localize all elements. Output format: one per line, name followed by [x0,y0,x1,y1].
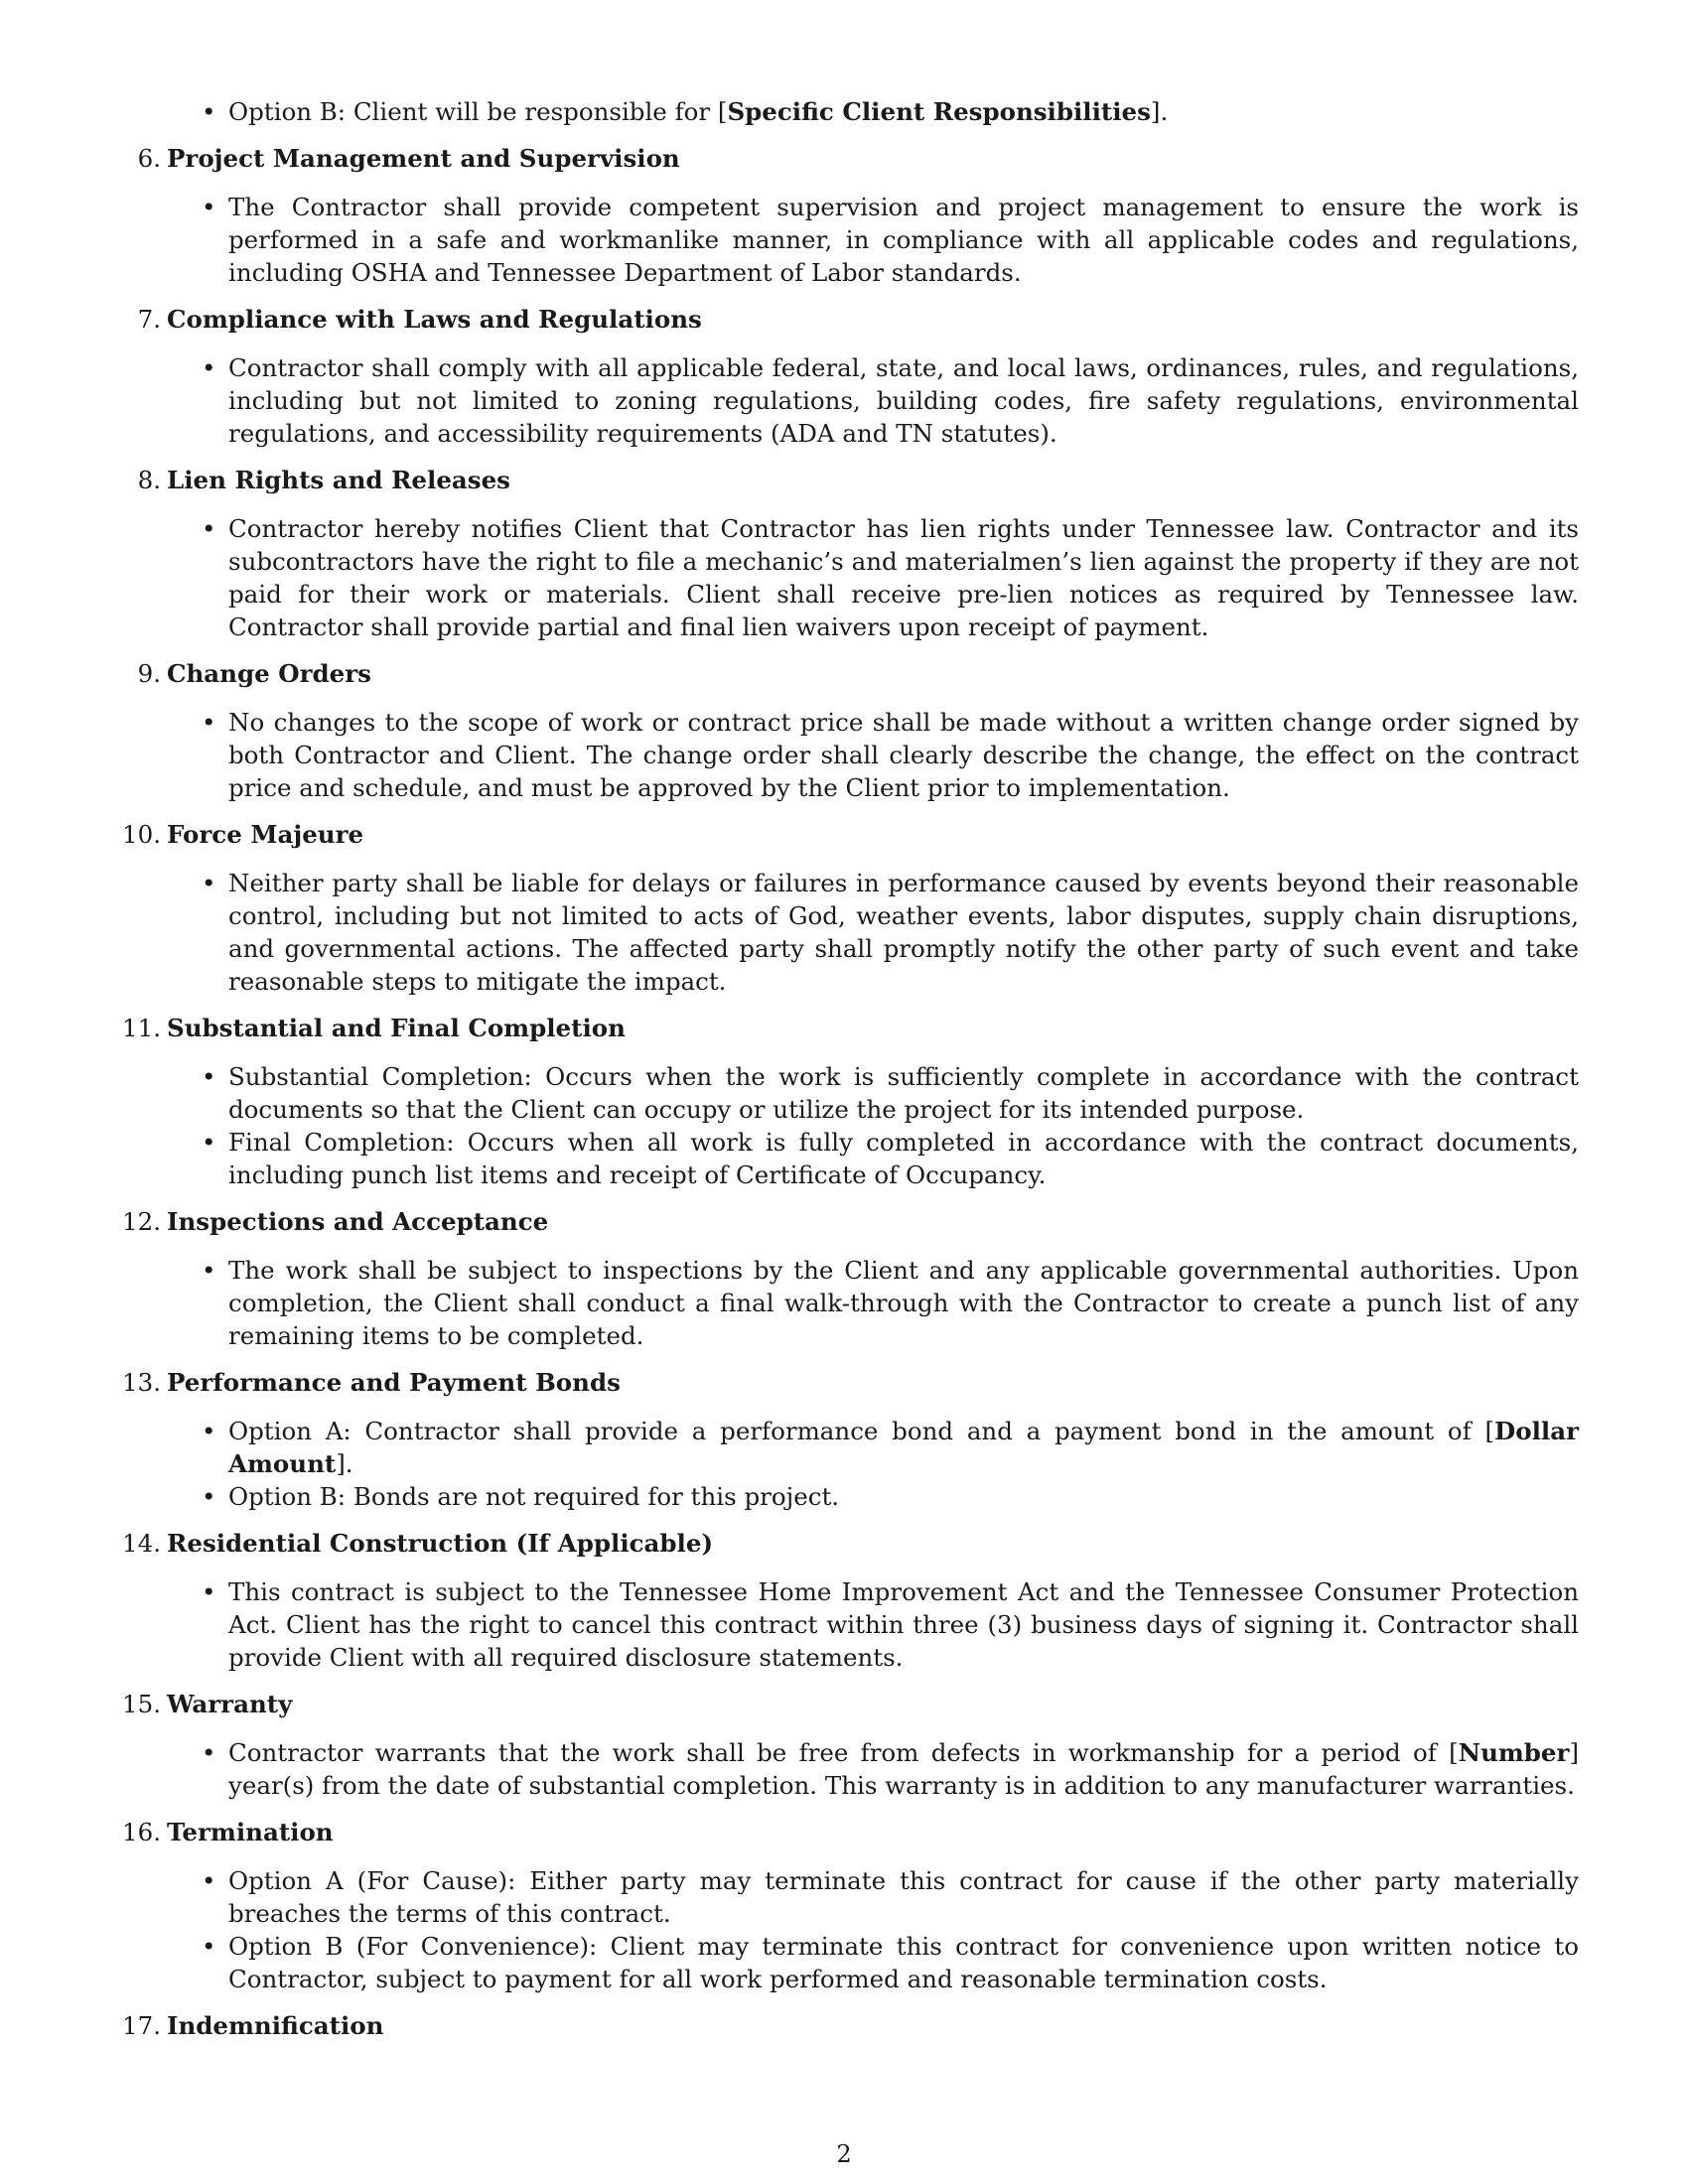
section-number: 9. [137,659,161,688]
section-heading [119,1205,1579,1238]
section-12 [119,1205,1579,1352]
section-number: 10. [122,820,161,849]
list-item [119,1480,1579,1513]
section-title: Force Majeure [167,820,364,849]
bullet-text: Contractor hereby notifies Client that Contractor has lien rights under Tennessee law. Contractor and its subcontractors have the right to file a mechanic’s and materialmen’s lien against the property if they are not paid for their work or materials. Client shall receive pre-lien notices as required by Tennessee law. Contractor shall provide partial and final lien waivers upon receipt of payment. [228,514,1579,641]
page-number: 2 [836,2140,852,2168]
section-7 [119,303,1579,450]
bullet-text: Option B: Bonds are not required for this project. [228,1482,840,1511]
list-item [119,1930,1579,1995]
lead-text-post: ]. [1150,97,1169,126]
list-item [119,1575,1579,1674]
section-heading [119,1527,1579,1560]
bullet-list [119,191,1579,289]
section-title: Substantial and Final Completion [167,1014,626,1042]
section-9 [119,657,1579,804]
bullet-dot-icon: • [202,1417,216,1445]
bullet-list [119,1060,1579,1191]
list-item [119,1736,1579,1802]
section-8 [119,464,1579,643]
bullet-list [119,1864,1579,1995]
bullet-dot-icon: • [202,1577,216,1606]
section-title: Residential Construction (If Applicable) [167,1529,714,1558]
section-number: 6. [137,144,161,173]
bullet-text-pre: Contractor warrants that the work shall be free from defects in workmanship for a period of [ [228,1738,1459,1767]
section-14 [119,1527,1579,1674]
bullet-text: Contractor shall comply with all applicable federal, state, and local laws, ordinances, rules, and regulations, including but not limited to zoning regulations, building codes, fire safety regulations, environmental regulations, and accessibility requirements (ADA and TN statutes). [228,353,1579,448]
list-item [119,1415,1579,1480]
section-title: Change Orders [167,659,371,688]
page-content [119,95,1579,2058]
list-item [119,706,1579,804]
bullet-dot-icon: • [202,1866,216,1895]
bullet-text: The work shall be subject to inspections by the Client and any applicable governmental authorities. Upon completion, the Client shall conduct a final walk-through with the Contractor to create a punch list of any remaining items to be completed. [228,1256,1579,1350]
bullet-list [119,512,1579,643]
bullet-list [119,351,1579,450]
lead-text-pre: Option B: Client will be responsible for [ [228,97,728,126]
list-item [119,191,1579,289]
section-number: 12. [122,1207,161,1236]
lead-bullet-list [119,95,1579,128]
list-item [119,867,1579,998]
section-10 [119,818,1579,998]
section-heading [119,464,1579,496]
list-item [119,1864,1579,1930]
bullet-dot-icon: • [202,97,216,126]
section-title: Warranty [167,1690,293,1718]
section-title: Performance and Payment Bonds [167,1368,621,1397]
list-item [119,1060,1579,1126]
section-heading [119,1688,1579,1720]
bullet-text: This contract is subject to the Tennessee Home Improvement Act and the Tennessee Consumer Protection Act. Client has the right to cancel this contract within three (3) business days of signing it. Contractor shall provide Client with all required disclosure statements. [228,1577,1579,1672]
section-number: 14. [122,1529,161,1558]
bullet-list [119,1575,1579,1674]
bullet-list [119,1254,1579,1352]
bullet-dot-icon: • [202,1482,216,1511]
bullet-list [119,1415,1579,1513]
list-item [119,351,1579,450]
section-6 [119,142,1579,289]
bullet-text: Final Completion: Occurs when all work is fully completed in accordance with the contract documents, including punch list items and receipt of Certificate of Occupancy. [228,1128,1579,1189]
bullet-dot-icon: • [202,1932,216,1961]
bullet-dot-icon: • [202,1256,216,1285]
section-number: 8. [137,466,161,494]
section-heading [119,657,1579,690]
section-heading [119,303,1579,336]
bullet-text: The Contractor shall provide competent supervision and project management to ensure the work is performed in a safe and workmanlike manner, in compliance with all applicable codes and regulations, including OSHA and Tennessee Department of Labor standards. [228,193,1579,287]
bullet-dot-icon: • [202,1738,216,1767]
section-title: Inspections and Acceptance [167,1207,549,1236]
bullet-text-bold: Dollar Amount [228,1417,1579,1478]
bullet-list [119,867,1579,998]
bullet-text-bold: Number [1458,1738,1570,1767]
section-number: 13. [122,1368,161,1397]
section-title: Lien Rights and Releases [167,466,510,494]
list-item [119,1126,1579,1191]
section-17 [119,2009,1579,2042]
bullet-text: No changes to the scope of work or contract price shall be made without a written change order signed by both Contractor and Client. The change order shall clearly describe the change, the effect on the contract price and schedule, and must be approved by the Client prior to implementation. [228,708,1579,802]
section-number: 7. [137,305,161,334]
bullet-dot-icon: • [202,193,216,221]
bullet-text-pre: Option A: Contractor shall provide a performance bond and a payment bond in the amount of [ [228,1417,1495,1445]
section-title: Termination [167,1818,334,1846]
lead-text-bold: Specific Client Responsibilities [727,97,1151,126]
sections-list [119,142,1579,2042]
section-number: 11. [122,1014,161,1042]
section-heading [119,1366,1579,1399]
bullet-text: Substantial Completion: Occurs when the work is sufficiently complete in accordance with the contract documents so that the Client can occupy or utilize the project for its intended purpose. [228,1062,1579,1124]
bullet-text-post: ] year(s) from the date of substantial completion. This warranty is in addition to any manufacturer warranties. [228,1738,1579,1800]
section-heading [119,2009,1579,2042]
section-title: Compliance with Laws and Regulations [167,305,702,334]
bullet-list [119,1736,1579,1802]
bullet-dot-icon: • [202,514,216,543]
section-heading [119,142,1579,175]
bullet-text: Option A (For Cause): Either party may terminate this contract for cause if the other party materially breaches the terms of this contract. [228,1866,1579,1928]
list-item [119,1254,1579,1352]
bullet-dot-icon: • [202,353,216,382]
bullet-text: Neither party shall be liable for delays or failures in performance caused by events beyond their reasonable control, including but not limited to acts of God, weather events, labor disputes, supply chain disruptions, and governmental actions. The affected party shall promptly notify the other party of such event and take reasonable steps to mitigate the impact. [228,869,1579,996]
section-title: Project Management and Supervision [167,144,680,173]
lead-bullet-item [119,95,1579,128]
section-16 [119,1816,1579,1995]
bullet-dot-icon: • [202,1062,216,1091]
section-number: 16. [122,1818,161,1846]
section-heading [119,818,1579,851]
section-heading [119,1816,1579,1848]
section-number: 17. [122,2011,161,2040]
section-15 [119,1688,1579,1802]
bullet-list [119,706,1579,804]
bullet-text: Option B (For Convenience): Client may terminate this contract for convenience upon written notice to Contractor, subject to payment for all work performed and reasonable termination costs. [228,1932,1579,1993]
section-number: 15. [122,1690,161,1718]
section-title: Indemnification [167,2011,384,2040]
bullet-dot-icon: • [202,708,216,737]
bullet-dot-icon: • [202,869,216,897]
bullet-dot-icon: • [202,1128,216,1157]
section-11 [119,1012,1579,1191]
bullet-text-post: ]. [336,1449,353,1478]
section-heading [119,1012,1579,1044]
section-13 [119,1366,1579,1513]
list-item [119,512,1579,643]
